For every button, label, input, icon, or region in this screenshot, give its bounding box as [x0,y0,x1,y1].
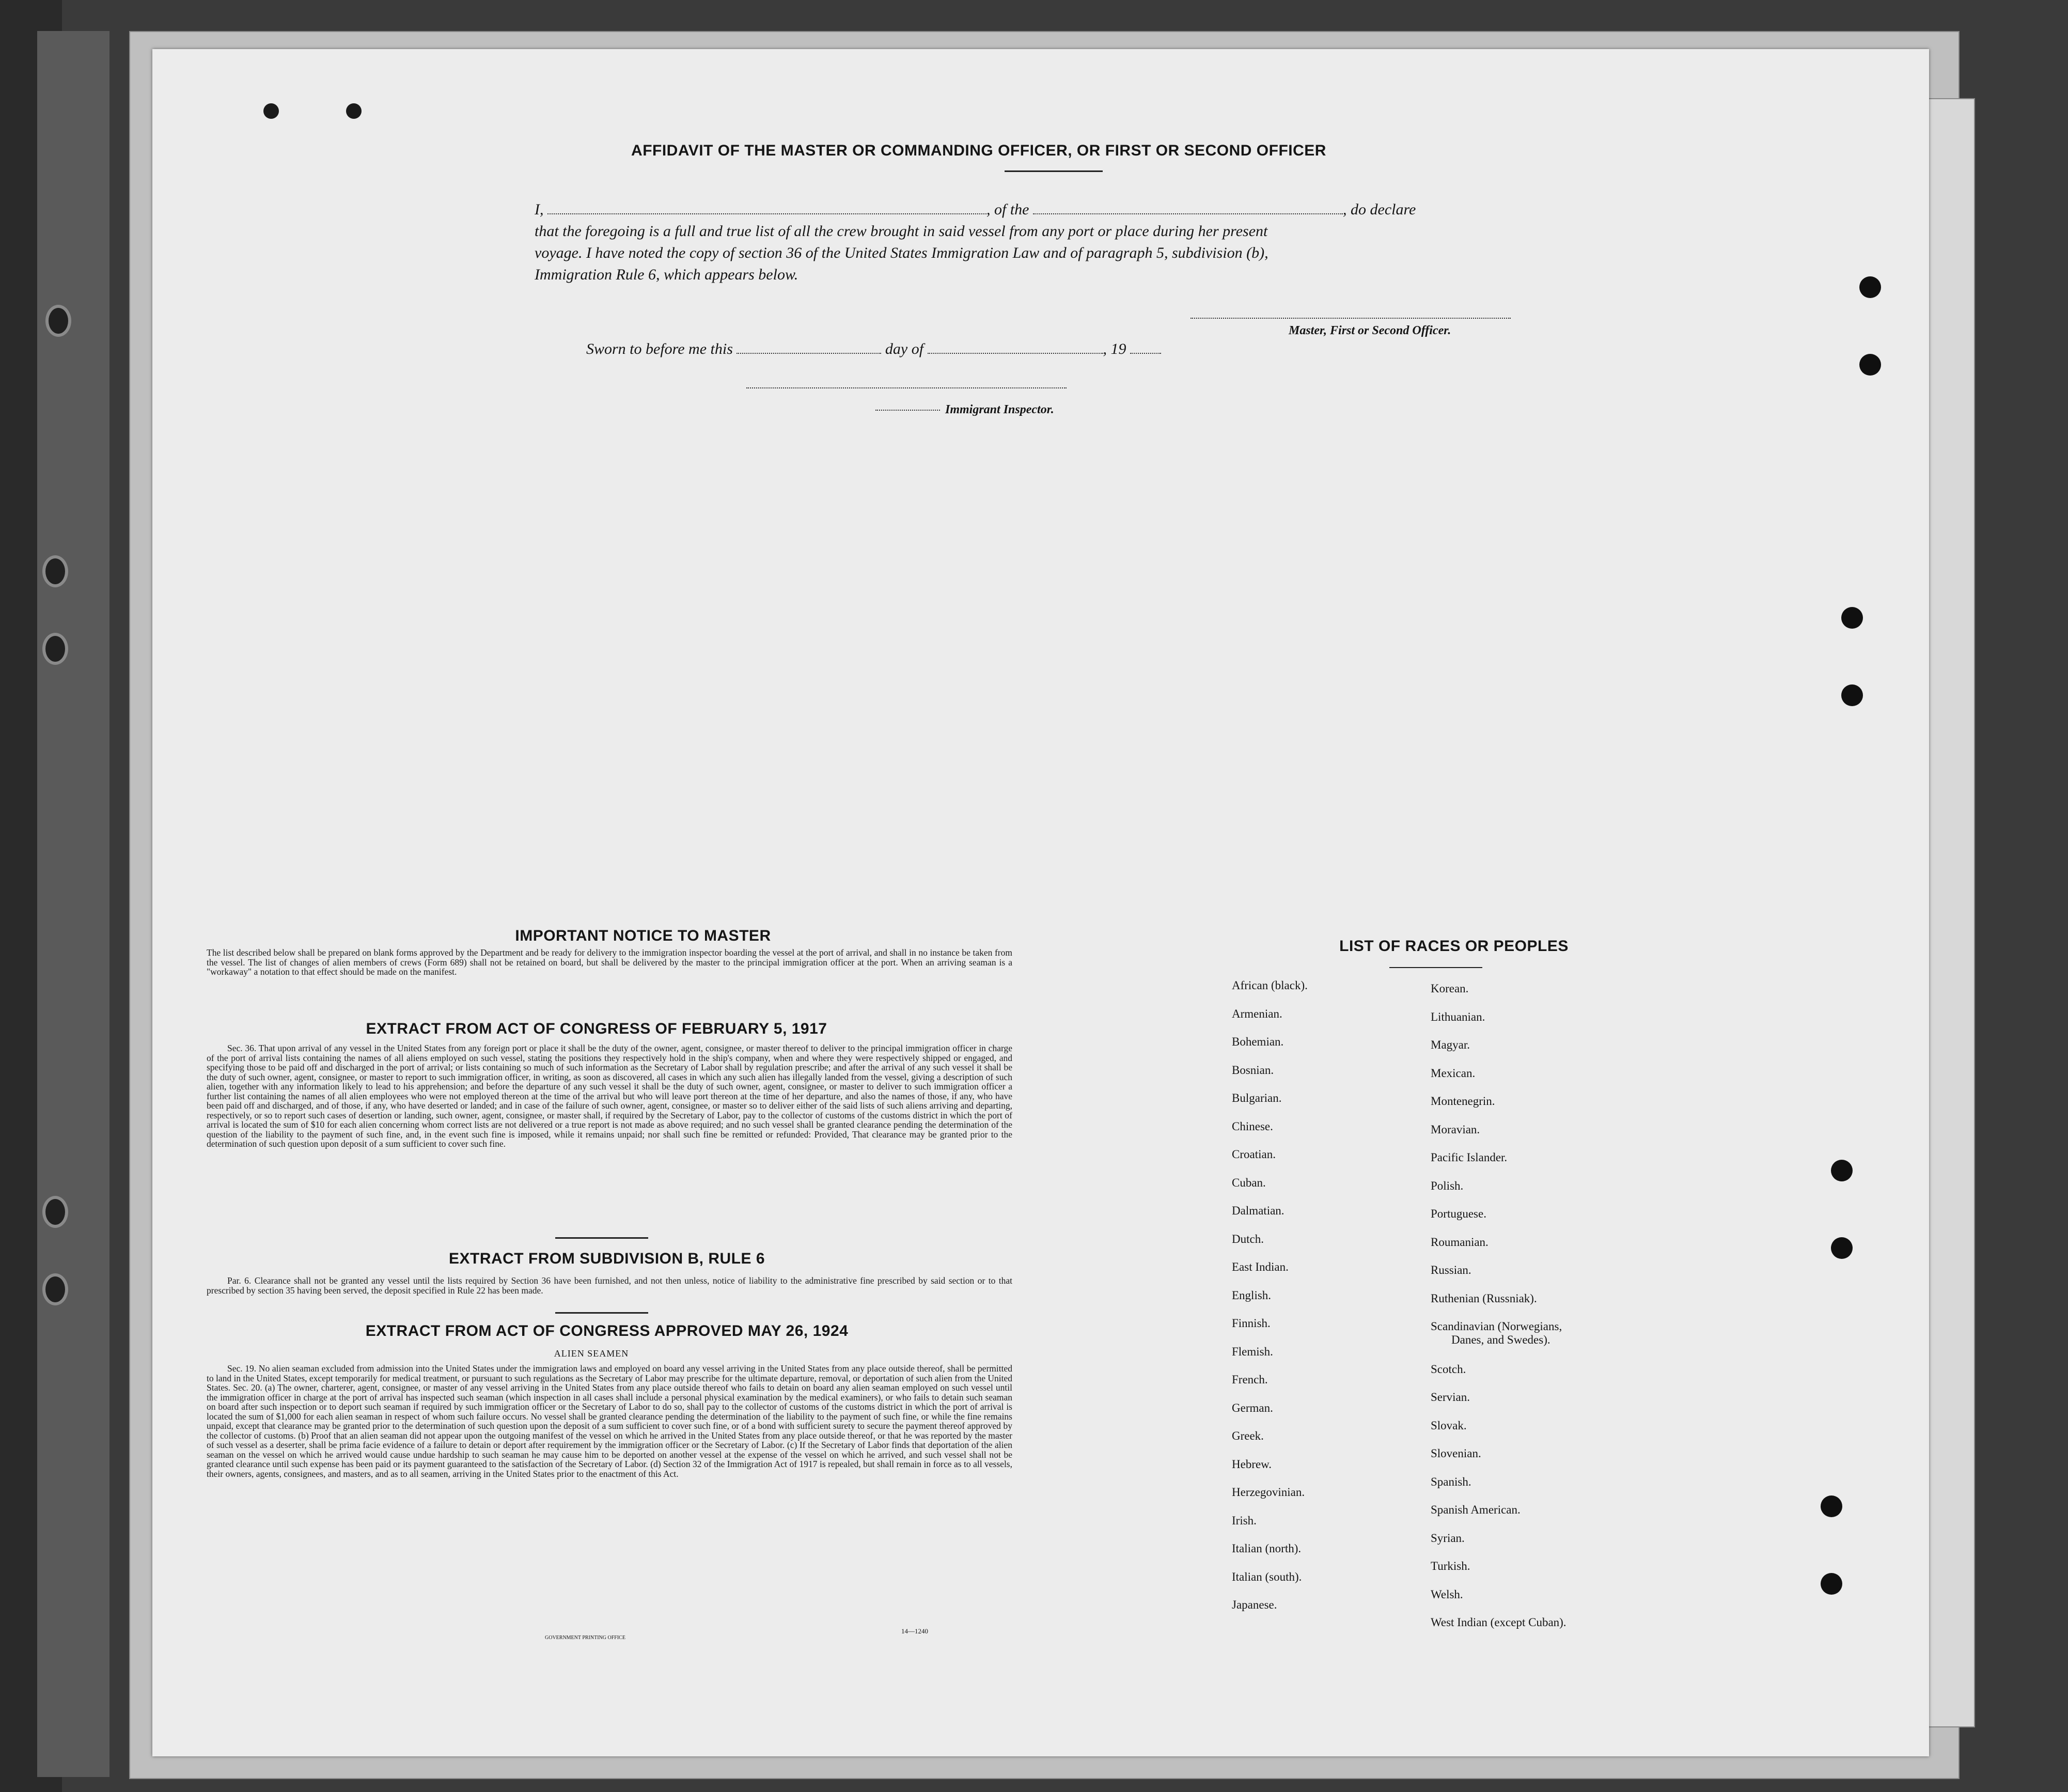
race-item: Greek. [1232,1429,1264,1442]
race-item: Lithuanian. [1431,1010,1485,1023]
sworn-day-blank[interactable] [737,338,881,354]
inspector-label: Immigrant Inspector. [945,403,1054,416]
ink-mark [346,103,362,119]
inspector-signature-line[interactable] [746,387,1067,388]
race-item: Polish. [1431,1179,1464,1192]
inspector-name-blank[interactable] [875,410,940,411]
race-item: Mexican. [1431,1066,1476,1080]
race-item: Cuban. [1232,1176,1266,1189]
punch-hole [1841,607,1863,629]
notice-text: The list described below shall be prepared on blank forms approved by the Department and be ready for delivery to the immigration inspector boarding the vessel at the port of arrival, and shall in no instance be taken from the vessel. The list of changes of alien members of crews (Form 689) shall not be retained on board, but shall be delivered by the master to the principal immigration officer at the port. When an arriving seaman is a "workaway" a notation to that effect should be made on the manifest. [207,947,1012,977]
race-item: Bohemian. [1232,1035,1284,1048]
binder-hole [42,1273,68,1305]
race-item: Chinese. [1232,1119,1273,1133]
race-item: English. [1232,1288,1272,1302]
race-item: Dutch. [1232,1232,1264,1245]
race-item: Magyar. [1431,1038,1470,1051]
punch-hole [1831,1237,1853,1259]
extract-1917-heading: EXTRACT FROM ACT OF CONGRESS OF FEBRUARY 5, 1917 [366,1020,827,1037]
race-item: Armenian. [1232,1007,1282,1020]
race-item: Roumanian. [1431,1235,1489,1249]
punch-hole [1859,354,1881,376]
printer-imprint: GOVERNMENT PRINTING OFFICE [545,1635,625,1641]
race-item: Herzegovinian. [1232,1486,1305,1499]
extract-rule [555,1237,648,1239]
title-rule [1005,170,1103,172]
race-item: Moravian. [1431,1123,1480,1136]
sworn-month-blank[interactable] [928,338,1103,354]
master-signature-line[interactable] [1190,318,1511,319]
vessel-blank[interactable] [1033,199,1343,214]
race-item: Portuguese. [1431,1207,1486,1220]
race-item: Spanish American. [1431,1503,1521,1516]
punch-hole [1821,1495,1842,1517]
extract-rule [555,1312,648,1314]
race-item: Irish. [1232,1514,1257,1527]
race-item: Russian. [1431,1264,1471,1276]
sworn-year-blank[interactable] [1130,338,1161,354]
extract-1917-text: Sec. 36. That upon arrival of any vessel in the United States from any foreign port or place it shall be the duty of the owner, agent, consignee, or master thereof to deliver to the principal immigration officer in charge of the port of arrival lists containing the names of all aliens employed on such vessel, stating the positions they respectively hold in the ship's company, when and where they were respectively shipped or engaged, and specifying those to be paid off and discharged in the port of arrival; or lists containing so much of such information as the Secretary of Labor shall by regulation prescribe; and after the arrival of any such vessel it shall be the duty of such owner, agent, consignee, or master to report to such immigration officer, in writing, as soon as discovered, all cases in which any such alien has illegally landed from the vessel, giving a description of such alien, together with any information likely to lead to his apprehension; and before the departure of any such vessel it shall be the duty of such owner, agent, consignee, or master to deliver to such immigration officer a further list containing the names of all alien employees who were not employed thereon at the time of the arrival but who will leave port thereon at the time of her departure, and also the names of those, if any, who have been paid off and discharged, and of those, if any, who have deserted or landed; and in case of the failure of such owner, agent, consignee, or master so to deliver either of the said lists of such aliens arriving and departing, respectively, or so to report such cases of desertion or landing, such owner, agent, consignee, or master shall, if required by the Secretary of Labor, pay to the collector of customs of the customs district in which the port of arrival is located the sum of $10 for each alien concerning whom correct lists are not delivered or a true report is not made as above required; and no such vessel shall be granted clearance pending the determination of the question of the liability to the payment of such fine, and, in the event such fine is imposed, while it remains unpaid; nor shall such fine be remitted or refunded: Provided, That clearance may be granted prior to the determination of such question upon deposit of a sum sufficient to cover such fine. [207,1043,1012,1149]
race-item: Hebrew. [1232,1457,1272,1471]
race-item: Finnish. [1232,1317,1271,1330]
notice-heading: IMPORTANT NOTICE TO MASTER [515,927,771,944]
name-blank[interactable] [547,199,986,214]
extract-1924-text: Sec. 19. No alien seaman excluded from admission into the United States under the immigration laws and employed on board any vessel arriving in the United States from any place outside thereof, shall be permitted to land in the United States, except temporarily for medical treatment, or pursuant to such regulations as the Secretary of Labor may prescribe for the ultimate departure, removal, or deportation of such alien from the United States. Sec. 20. (a) The owner, charterer, agent, consignee, or master of any vessel arriving in the United States from any place outside thereof who fails to detain on board any alien seaman employed on such vessel until the immigration officer in charge at the port of arrival has inspected such seaman (which inspection in all cases shall include a personal physical examination by the medical examiners), or who fails to detain such seaman on board after such inspection or to deport such seaman if required by such immigration officer or the Secretary of Labor to do so, shall pay to the collector of customs of the customs district in which the port of arrival is located the sum of $1,000 for each alien seaman in respect of whom such failure occurs. No vessel shall be granted clearance pending the determination of the liability to the payment of such fine, or while the fine remains unpaid, except that clearance may be granted prior to the determination of such question upon the deposit of a sum sufficient to cover such fine, or of a bond with sufficient surety to secure the payment thereof approved by the collector of customs. (b) Proof that an alien seaman did not appear upon the outgoing manifest of the vessel on which he arrived in the United States from any place outside thereof, or that he was reported by the master of such vessel as a deserter, shall be prima facie evidence of a failure to detain or deport after requirement by the immigration officer or the Secretary of Labor. (c) If the Secretary of Labor finds that deportation of the alien seaman on the vessel on which he arrived would cause undue hardship to such seaman he may cause him to be deported on another vessel at the expense of the vessel on which he arrived, and such vessel shall not be granted clearance until such expense has been paid or its payment guaranteed to the satisfaction of the Secretary of Labor. (d) Section 32 of the Immigration Act of 1917 is repealed, but shall remain in force as to all vessels, their owners, agents, consignees, and masters, and as to all seamen, arriving in the United States prior to the enactment of this Act. [207,1363,1012,1479]
race-item: Croatian. [1232,1148,1276,1161]
binder-hole [42,633,68,665]
race-item: Scandinavian (Norwegians, [1431,1320,1562,1333]
race-item: German. [1232,1401,1273,1414]
race-item: Bulgarian. [1232,1092,1282,1104]
affidavit-page [152,49,1929,1756]
race-item: Pacific Islander. [1431,1151,1508,1164]
extract-rule6-text: Par. 6. Clearance shall not be granted any vessel until the lists required by Section 36 have been furnished, and not then unless, notice of liability to the administrative fine prescribed by said section or to that prescribed by section 35 having been served, the deposit specified in Rule 22 has been made. [207,1275,1012,1296]
race-item: Syrian. [1431,1531,1465,1545]
race-item: Ruthenian (Russniak). [1431,1291,1537,1305]
race-item: African (black). [1232,979,1308,992]
ink-mark [263,103,279,119]
race-item: Slovak. [1431,1419,1467,1432]
binder-strip [37,31,109,1777]
affidavit-declaration [535,199,1702,286]
race-item: East Indian. [1232,1260,1289,1273]
declaration-line-3: voyage. I have noted the copy of section 36 of the United States Immigration Law and of paragraph 5, subdivision (b), [535,244,1268,261]
declaration-line-2: that the foregoing is a full and true list of all the crew brought in said vessel from any port or place during her present [535,223,1268,240]
race-item: Welsh. [1431,1587,1463,1601]
race-item: Montenegrin. [1431,1095,1495,1108]
affidavit-title: AFFIDAVIT OF THE MASTER OR COMMANDING OFFICER, OR FIRST OR SECOND OFFICER [631,142,1326,159]
sworn-line: Sworn to before me this day of , 19 [586,338,1161,358]
race-item: Bosnian. [1232,1063,1274,1077]
form-number: 14—1240 [901,1627,928,1635]
race-item: Servian. [1431,1391,1470,1404]
race-item: Spanish. [1431,1475,1471,1488]
punch-hole [1841,684,1863,706]
declaration-line-4: Immigration Rule 6, which appears below. [535,266,798,283]
race-item: Japanese. [1232,1598,1277,1611]
race-item: Turkish. [1431,1560,1470,1572]
extract-1924-heading: EXTRACT FROM ACT OF CONGRESS APPROVED MAY 26, 1924 [365,1322,849,1339]
race-item: Flemish. [1232,1345,1273,1358]
races-rule [1389,967,1482,968]
binder-hole [42,555,68,587]
declaration-line-1: I, , of the , do declare [535,199,1702,221]
punch-hole [1859,276,1881,298]
race-item: Scotch. [1431,1362,1466,1376]
extract-rule6-heading: EXTRACT FROM SUBDIVISION B, RULE 6 [448,1250,765,1267]
alien-seamen-subheading: ALIEN SEAMEN [554,1348,629,1359]
master-signature-label: Master, First or Second Officer. [1289,324,1451,337]
race-item: Italian (south). [1232,1570,1302,1583]
race-item: West Indian (except Cuban). [1431,1616,1566,1629]
race-item-continued: Danes, and Swedes). [1451,1333,1550,1346]
race-item: Korean. [1431,982,1469,995]
punch-hole [1821,1573,1842,1595]
race-item: Dalmatian. [1232,1204,1284,1217]
race-item: French. [1232,1373,1268,1386]
punch-hole [1831,1160,1853,1181]
binder-hole [45,305,71,337]
race-item: Slovenian. [1431,1447,1481,1460]
race-item: Italian (north). [1232,1542,1302,1555]
races-heading: LIST OF RACES OR PEOPLES [1339,938,1569,955]
binder-hole [42,1196,68,1228]
